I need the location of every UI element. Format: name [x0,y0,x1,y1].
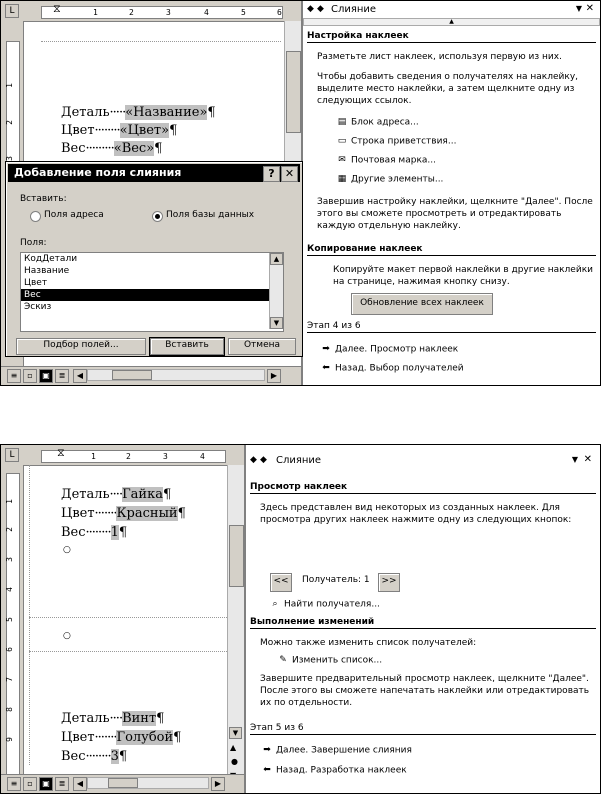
cancel-button[interactable]: Отмена [228,338,296,355]
web-view-icon[interactable]: ▫ [23,369,37,383]
close-pane-icon[interactable]: ✕ [583,454,592,465]
ruler-number: 2 [126,452,131,461]
scroll-down-icon[interactable]: ▼ [229,727,242,739]
link-postage[interactable] [337,155,436,166]
print-view-icon[interactable]: ▣ [39,369,53,383]
scroll-thumb[interactable] [108,778,138,788]
label-boundary [29,617,229,618]
pilcrow: ¶ [118,525,128,540]
doc-line[interactable]: Вес········1¶ [61,525,128,540]
ruler-number: 5 [4,617,14,622]
scroll-thumb[interactable] [112,370,152,380]
forward-arrow-icon[interactable]: ◆ [260,455,267,465]
pilcrow: ¶ [169,123,178,138]
link-label: Блок адреса... [351,117,419,128]
doc-line-2[interactable]: Цвет········«Цвет»¶ [61,123,178,138]
field-label: Цвет [61,730,95,745]
step-label: Этап 5 из 6 [250,723,596,735]
tab-selector-icon[interactable]: L [5,4,19,18]
section-label-setup: Настройка наклеек [307,31,596,43]
step-label: Этап 4 из 6 [307,321,596,333]
doc-line-1[interactable]: Деталь·····«Название»¶ [61,105,216,120]
previous-recipient-button[interactable]: << [270,573,292,592]
link-label: Далее. Завершение слияния [276,745,412,756]
field-label: Вес [61,525,86,540]
find-recipient-link[interactable] [270,599,380,610]
ruler-number: 3 [4,557,14,562]
scroll-left-icon[interactable]: ◀ [73,777,87,791]
ruler-number: 2 [4,120,14,125]
screenshot-2 [0,444,601,794]
update-all-labels-button[interactable]: Обновление всех наклеек [351,293,493,315]
radio-database-fields[interactable] [152,211,163,222]
word-document-area [1,445,246,793]
ruler-number: 4 [204,8,209,17]
scroll-thumb[interactable] [229,525,244,587]
merge-field[interactable]: «Цвет» [119,123,170,138]
merge-value[interactable]: 3 [110,749,119,764]
section-label-copy: Копирование наклеек [307,244,596,256]
horizontal-ruler[interactable] [1,445,244,466]
normal-view-icon[interactable]: ≡ [7,369,21,383]
merge-value[interactable]: Красный [116,506,178,521]
ruler-number: 7 [4,677,14,682]
find-icon: ⌕ [272,599,278,609]
view-bar [1,366,301,385]
insert-merge-field-dialog [5,161,303,357]
ruler-number: 9 [4,737,14,742]
link-label: Строка приветствия... [351,136,457,147]
pilcrow: ¶ [156,711,165,726]
dialog-title[interactable]: Добавление поля слияния [8,164,300,182]
previous-step-link[interactable] [321,363,464,374]
ruler-number: 2 [4,527,14,532]
ruler-number: 3 [163,452,168,461]
fields-listbox[interactable] [20,252,284,332]
ruler-number: 5 [241,8,246,17]
pilcrow: ¶ [118,749,128,764]
pilcrow: ¶ [162,487,172,502]
merge-value[interactable]: 1 [110,525,119,540]
empty-paragraph-mark: ○ [63,545,71,555]
ruler-number: 1 [91,452,96,461]
doc-line[interactable]: Цвет·······Голубой¶ [61,730,182,745]
right-arrow-icon: ➡ [263,745,271,755]
dropdown-icon[interactable]: ▼ [571,455,578,464]
link-greeting-line[interactable] [337,136,456,147]
pick-fields-button[interactable]: Подбор полей... [16,338,146,355]
vertical-scrollbar[interactable] [227,465,244,777]
address-block-icon: ▤ [337,117,347,127]
next-step-link[interactable] [321,344,458,355]
field-label: Деталь [61,487,110,502]
outline-view-icon[interactable]: ≣ [55,369,69,383]
web-view-icon[interactable]: ▫ [23,777,37,791]
field-label: Цвет [61,123,95,138]
field-label: Деталь [61,711,110,726]
fields-label: Поля: [20,238,47,248]
field-label: Деталь [61,105,110,120]
pane-header [246,445,600,466]
merge-field[interactable]: «Вес» [113,141,155,156]
list-item[interactable]: Цвет [24,278,48,288]
recipient-indicator: Получатель: 1 [302,575,370,585]
link-label: Изменить список... [292,655,383,666]
indent-marker-icon[interactable]: ⧖ [53,2,61,15]
edit-list-link[interactable] [278,655,382,666]
doc-line-3[interactable]: Вес·········«Вес»¶ [61,141,163,156]
help-button[interactable]: ? [263,166,280,182]
left-arrow-icon: ⬅ [263,765,271,775]
link-label: Назад. Разработка наклеек [276,765,407,776]
link-other-items[interactable] [337,174,443,185]
pane-text: Можно также изменить список получателей: [260,638,477,648]
pane-title: Слияние [331,4,377,15]
list-item-selected[interactable]: Вес [21,289,283,301]
field-label: Вес [61,749,86,764]
scroll-down-icon[interactable]: ▼ [270,317,283,329]
print-view-icon[interactable]: ▣ [39,777,53,791]
pilcrow: ¶ [207,105,216,120]
radio-database-label[interactable]: Поля базы данных [166,210,255,220]
merge-field[interactable]: «Название» [125,105,208,120]
pane-text: Здесь представлен вид некоторых из созданных наклеек. Для просмотра других наклеек нажмите одну из следующих кнопок: [260,503,572,525]
ruler-number: 4 [200,452,205,461]
doc-line[interactable]: Вес········3¶ [61,749,128,764]
previous-page-icon[interactable]: ▲ [230,743,237,752]
scroll-up-icon[interactable]: ▲ [270,253,283,265]
word-document-area [1,1,303,385]
ruler-number: 1 [4,499,14,504]
pane-title: Слияние [276,455,322,466]
link-label: Назад. Выбор получателей [335,363,464,374]
link-label: Другие элементы... [351,174,444,185]
normal-view-icon[interactable]: ≡ [7,777,21,791]
merge-value[interactable]: Гайка [122,487,163,502]
ruler-number: 8 [4,707,14,712]
link-address-block[interactable] [337,117,419,128]
pilcrow: ¶ [177,506,186,521]
scroll-up-icon[interactable]: ▲ [303,18,600,26]
next-step-link[interactable] [262,745,412,756]
link-label: Найти получателя... [284,599,380,610]
margin-line [29,465,30,765]
radio-address-fields[interactable] [30,211,41,222]
ruler-number: 4 [4,587,14,592]
scroll-left-icon[interactable]: ◀ [73,369,87,383]
section-label-changes: Выполнение изменений [250,617,596,629]
doc-line[interactable]: Цвет·······Красный¶ [61,506,186,521]
back-arrow-icon[interactable]: ◆ [250,455,257,465]
right-arrow-icon: ➡ [322,344,330,354]
outline-view-icon[interactable]: ≣ [55,777,69,791]
scroll-right-icon[interactable]: ▶ [267,369,281,383]
horizontal-ruler[interactable] [1,1,301,22]
ruler-number: 1 [4,83,14,88]
list-item[interactable]: КодДетали [24,254,78,264]
previous-step-link[interactable] [262,765,407,776]
edit-list-icon: ✎ [279,655,287,665]
doc-line[interactable]: Деталь····Гайка¶ [61,487,172,502]
horizontal-scrollbar[interactable] [87,777,209,789]
ruler-number: 6 [277,8,282,17]
next-recipient-button[interactable]: >> [378,573,400,592]
link-label: Далее. Просмотр наклеек [335,344,459,355]
field-label: Цвет [61,506,95,521]
scroll-thumb[interactable] [286,51,301,133]
ruler-number: 3 [4,156,14,161]
label-boundary [41,41,281,42]
forward-arrow-icon[interactable]: ◆ [317,4,324,14]
horizontal-scrollbar[interactable] [87,369,265,381]
label-boundary [29,651,229,652]
merge-value[interactable]: Голубой [116,730,174,745]
insert-button[interactable]: Вставить [150,338,224,355]
section-label-preview: Просмотр наклеек [250,482,596,494]
pilcrow: ¶ [154,141,163,156]
view-bar [1,774,244,793]
close-button[interactable]: ✕ [281,166,298,182]
link-label: Почтовая марка... [351,155,436,166]
list-item[interactable]: Эскиз [24,302,52,312]
pane-header [303,1,600,25]
field-label: Вес [61,141,86,156]
other-items-icon: ▦ [337,174,347,184]
ruler-number: 1 [93,8,98,17]
ruler-number: 2 [129,8,134,17]
browse-object-icon[interactable]: ● [231,757,238,766]
ruler-number: 3 [166,8,171,17]
indent-marker-icon[interactable]: ⧖ [57,446,65,459]
ruler-number: 6 [4,647,14,652]
merge-value[interactable]: Винт [122,711,157,726]
pane-text: Копируйте макет первой наклейки в другие наклейки на странице, нажимая кнопку снизу. [333,265,593,287]
pane-text: Завершите предварительный просмотр наклеек, щелкните "Далее". После этого вы сможете напечатать наклейки или отредактировать их по отдельности. [260,674,590,708]
mail-merge-task-pane [303,1,600,385]
vertical-ruler[interactable] [1,465,24,775]
doc-line[interactable]: Деталь····Винт¶ [61,711,165,726]
empty-paragraph-mark: ○ [63,631,71,641]
listbox-scrollbar[interactable] [269,253,283,329]
postage-icon: ✉ [338,155,346,165]
pane-text: Чтобы добавить сведения о получателях на наклейку, выделите место наклейки, а затем щелкните одну из следующих ссылок. [317,72,579,106]
left-arrow-icon: ⬅ [322,363,330,373]
pilcrow: ¶ [173,730,182,745]
greeting-icon: ▭ [337,136,347,146]
radio-address-label[interactable]: Поля адреса [44,210,104,220]
vertical-scrollbar[interactable] [284,21,301,161]
mail-merge-task-pane [246,445,600,793]
close-pane-icon[interactable]: ✕ [585,3,594,14]
pane-text: Разметьте лист наклеек, используя первую из них. [317,52,562,62]
tab-selector-icon[interactable]: L [5,448,19,462]
pane-text: Завершив настройку наклейки, щелкните "Далее". После этого вы сможете просмотреть и отредактировать каждую отдельную наклейку. [317,197,593,231]
insert-label: Вставить: [20,194,67,204]
scroll-right-icon[interactable]: ▶ [211,777,225,791]
dropdown-icon[interactable]: ▼ [575,4,582,13]
back-arrow-icon[interactable]: ◆ [307,4,314,14]
screenshot-1 [0,0,601,386]
list-item[interactable]: Название [24,266,70,276]
